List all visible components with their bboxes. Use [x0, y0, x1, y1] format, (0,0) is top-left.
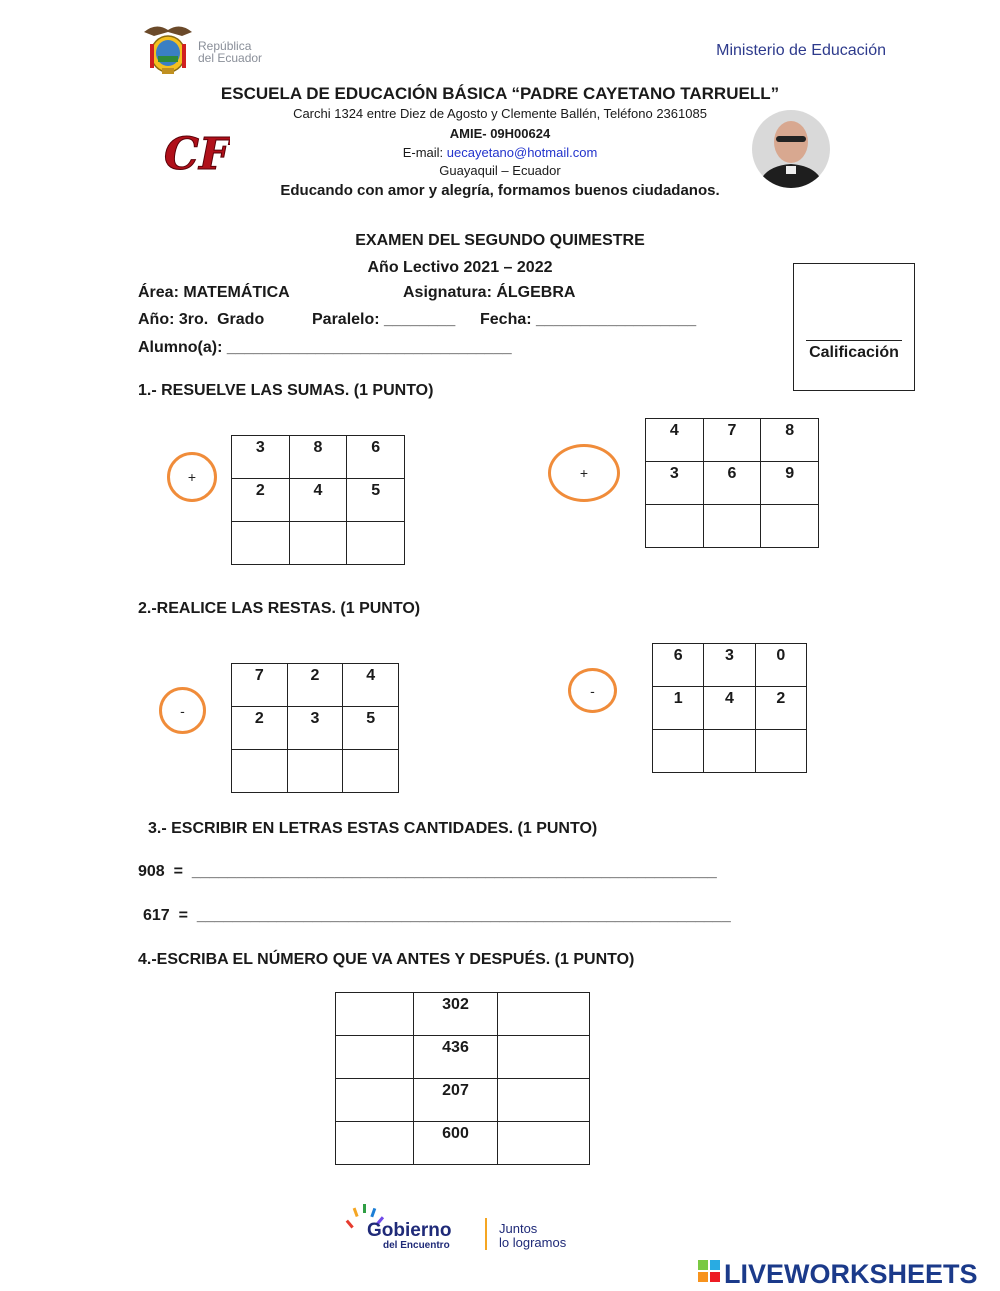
juntos-line-2: lo logramos: [499, 1235, 567, 1250]
table-cell: 1: [653, 687, 704, 730]
answer-row[interactable]: [232, 522, 405, 565]
answer-cell[interactable]: [289, 522, 347, 565]
table-cell: 9: [761, 462, 819, 505]
table-row: [232, 479, 405, 522]
subtraction-table-1: [231, 663, 399, 793]
table-cell: 4: [289, 479, 347, 522]
juntos-line-1: Juntos: [499, 1221, 538, 1236]
ministry-label: Ministerio de Educación: [716, 42, 886, 59]
area-label: Área: MATEMÁTICA: [138, 284, 290, 301]
answer-cell[interactable]: [347, 522, 405, 565]
table-cell: 4: [704, 687, 755, 730]
before-cell[interactable]: [336, 993, 414, 1036]
table-row: [336, 1122, 590, 1165]
answer-cell[interactable]: [343, 750, 399, 793]
republic-label: [198, 40, 262, 64]
answer-cell[interactable]: [653, 730, 704, 773]
table-cell: 8: [289, 436, 347, 479]
grade-box: [793, 263, 915, 391]
answer-cell[interactable]: [704, 730, 755, 773]
table-row: [646, 462, 819, 505]
table-row: [653, 687, 807, 730]
plus-operator-circle: [548, 444, 620, 502]
table-cell: 6: [347, 436, 405, 479]
table-cell: 3: [646, 462, 704, 505]
table-cell: 6: [653, 644, 704, 687]
school-city: Guayaquil – Ecuador: [439, 163, 561, 178]
sum-table-1: [231, 435, 405, 565]
table-cell: 7: [232, 664, 288, 707]
gobierno-sub-text: del Encuentro: [383, 1240, 450, 1251]
grade-label: Año: 3ro. Grado: [138, 311, 265, 328]
table-cell: 3: [287, 707, 343, 750]
minus-operator: -: [180, 702, 185, 719]
date-field[interactable]: Fecha: __________________: [480, 311, 697, 328]
number-cell: 436: [414, 1036, 498, 1079]
answer-cell[interactable]: [646, 505, 704, 548]
gobierno-main-text: Gobierno: [367, 1220, 452, 1241]
table-row: [646, 419, 819, 462]
before-after-table: [335, 992, 590, 1165]
plus-operator: +: [187, 469, 197, 485]
table-row: [336, 993, 590, 1036]
subtraction-table-2: [652, 643, 807, 773]
table-row: [336, 1036, 590, 1079]
exam-title: EXAMEN DEL SEGUNDO QUIMESTRE: [355, 232, 645, 249]
section-2-title: 2.-REALICE LAS RESTAS. (1 PUNTO): [138, 600, 421, 617]
liveworksheets-squares-icon: [698, 1260, 720, 1282]
table-cell: 7: [703, 419, 761, 462]
section-4-title: 4.-ESCRIBA EL NÚMERO QUE VA ANTES Y DESPUÉS. (1 PUNTO): [138, 951, 635, 968]
after-cell[interactable]: [498, 1036, 590, 1079]
table-cell: 4: [343, 664, 399, 707]
before-cell[interactable]: [336, 1036, 414, 1079]
answer-cell[interactable]: [232, 522, 290, 565]
school-logo-letters: CF: [164, 129, 230, 180]
after-cell[interactable]: [498, 1079, 590, 1122]
section-3-title: 3.- ESCRIBIR EN LETRAS ESTAS CANTIDADES. (1 PUNTO): [148, 820, 598, 837]
table-row: [336, 1079, 590, 1122]
table-cell: 2: [232, 707, 288, 750]
email-link[interactable]: uecayetano@hotmail.com: [446, 145, 598, 160]
table-cell: 2: [755, 687, 806, 730]
table-row: [232, 664, 399, 707]
answer-cell[interactable]: [703, 505, 761, 548]
answer-row[interactable]: [653, 730, 807, 773]
student-name-field[interactable]: Alumno(a): ________________________________: [138, 339, 512, 356]
table-cell: 5: [347, 479, 405, 522]
table-cell: 6: [703, 462, 761, 505]
number-words-field-908[interactable]: 908 = ___________________________________________________________: [138, 863, 717, 880]
table-cell: 0: [755, 644, 806, 687]
table-cell: 5: [343, 707, 399, 750]
sum-table-2: [645, 418, 819, 548]
number-cell: 207: [414, 1079, 498, 1122]
liveworksheets-text: LIVEWORKSHEETS: [724, 1259, 978, 1288]
answer-row[interactable]: [232, 750, 399, 793]
minus-operator-circle: [568, 668, 617, 713]
table-cell: 3: [704, 644, 755, 687]
parallel-field[interactable]: Paralelo: ________: [312, 311, 456, 328]
table-cell: 8: [761, 419, 819, 462]
school-slogan: Educando con amor y alegría, formamos buenos ciudadanos.: [280, 182, 720, 199]
answer-cell[interactable]: [232, 750, 288, 793]
table-row: [232, 707, 399, 750]
table-row: [653, 644, 807, 687]
grade-line[interactable]: [806, 340, 902, 341]
section-1-title: 1.- RESUELVE LAS SUMAS. (1 PUNTO): [138, 382, 434, 399]
school-amie: AMIE- 09H00624: [449, 126, 551, 141]
school-logo-icon: [160, 125, 230, 180]
plus-operator: +: [579, 465, 589, 481]
republic-line-2: del Ecuador: [198, 51, 263, 65]
school-address: Carchi 1324 entre Diez de Agosto y Clemente Ballén, Teléfono 2361085: [293, 106, 707, 121]
coat-of-arms-icon: [142, 20, 194, 76]
answer-cell[interactable]: [287, 750, 343, 793]
grade-box-label: Calificación: [809, 344, 899, 361]
table-row: [232, 436, 405, 479]
before-cell[interactable]: [336, 1079, 414, 1122]
gobierno-del-encuentro-logo: [345, 1200, 595, 1260]
before-cell[interactable]: [336, 1122, 414, 1165]
school-name: ESCUELA DE EDUCACIÓN BÁSICA “PADRE CAYETANO TARRUELL”: [220, 84, 780, 103]
subject-label: Asignatura: ÁLGEBRA: [403, 284, 576, 301]
founder-portrait: [752, 110, 830, 188]
table-cell: 2: [232, 479, 290, 522]
answer-row[interactable]: [646, 505, 819, 548]
after-cell[interactable]: [498, 993, 590, 1036]
email-label: E-mail:: [402, 145, 447, 160]
after-cell[interactable]: [498, 1122, 590, 1165]
number-words-field-617[interactable]: 617 = ____________________________________________________________: [143, 907, 731, 924]
school-email-row: [0, 145, 1000, 160]
school-year: Año Lectivo 2021 – 2022: [367, 259, 553, 276]
answer-cell[interactable]: [761, 505, 819, 548]
number-cell: 302: [414, 993, 498, 1036]
table-cell: 4: [646, 419, 704, 462]
liveworksheets-logo: [697, 1254, 997, 1288]
plus-operator-circle: [167, 452, 217, 502]
number-cell: 600: [414, 1122, 498, 1165]
minus-operator: -: [590, 682, 595, 699]
answer-cell[interactable]: [755, 730, 806, 773]
republic-line-1: República: [198, 39, 252, 53]
minus-operator-circle: [159, 687, 206, 734]
table-cell: 2: [287, 664, 343, 707]
table-cell: 3: [232, 436, 290, 479]
